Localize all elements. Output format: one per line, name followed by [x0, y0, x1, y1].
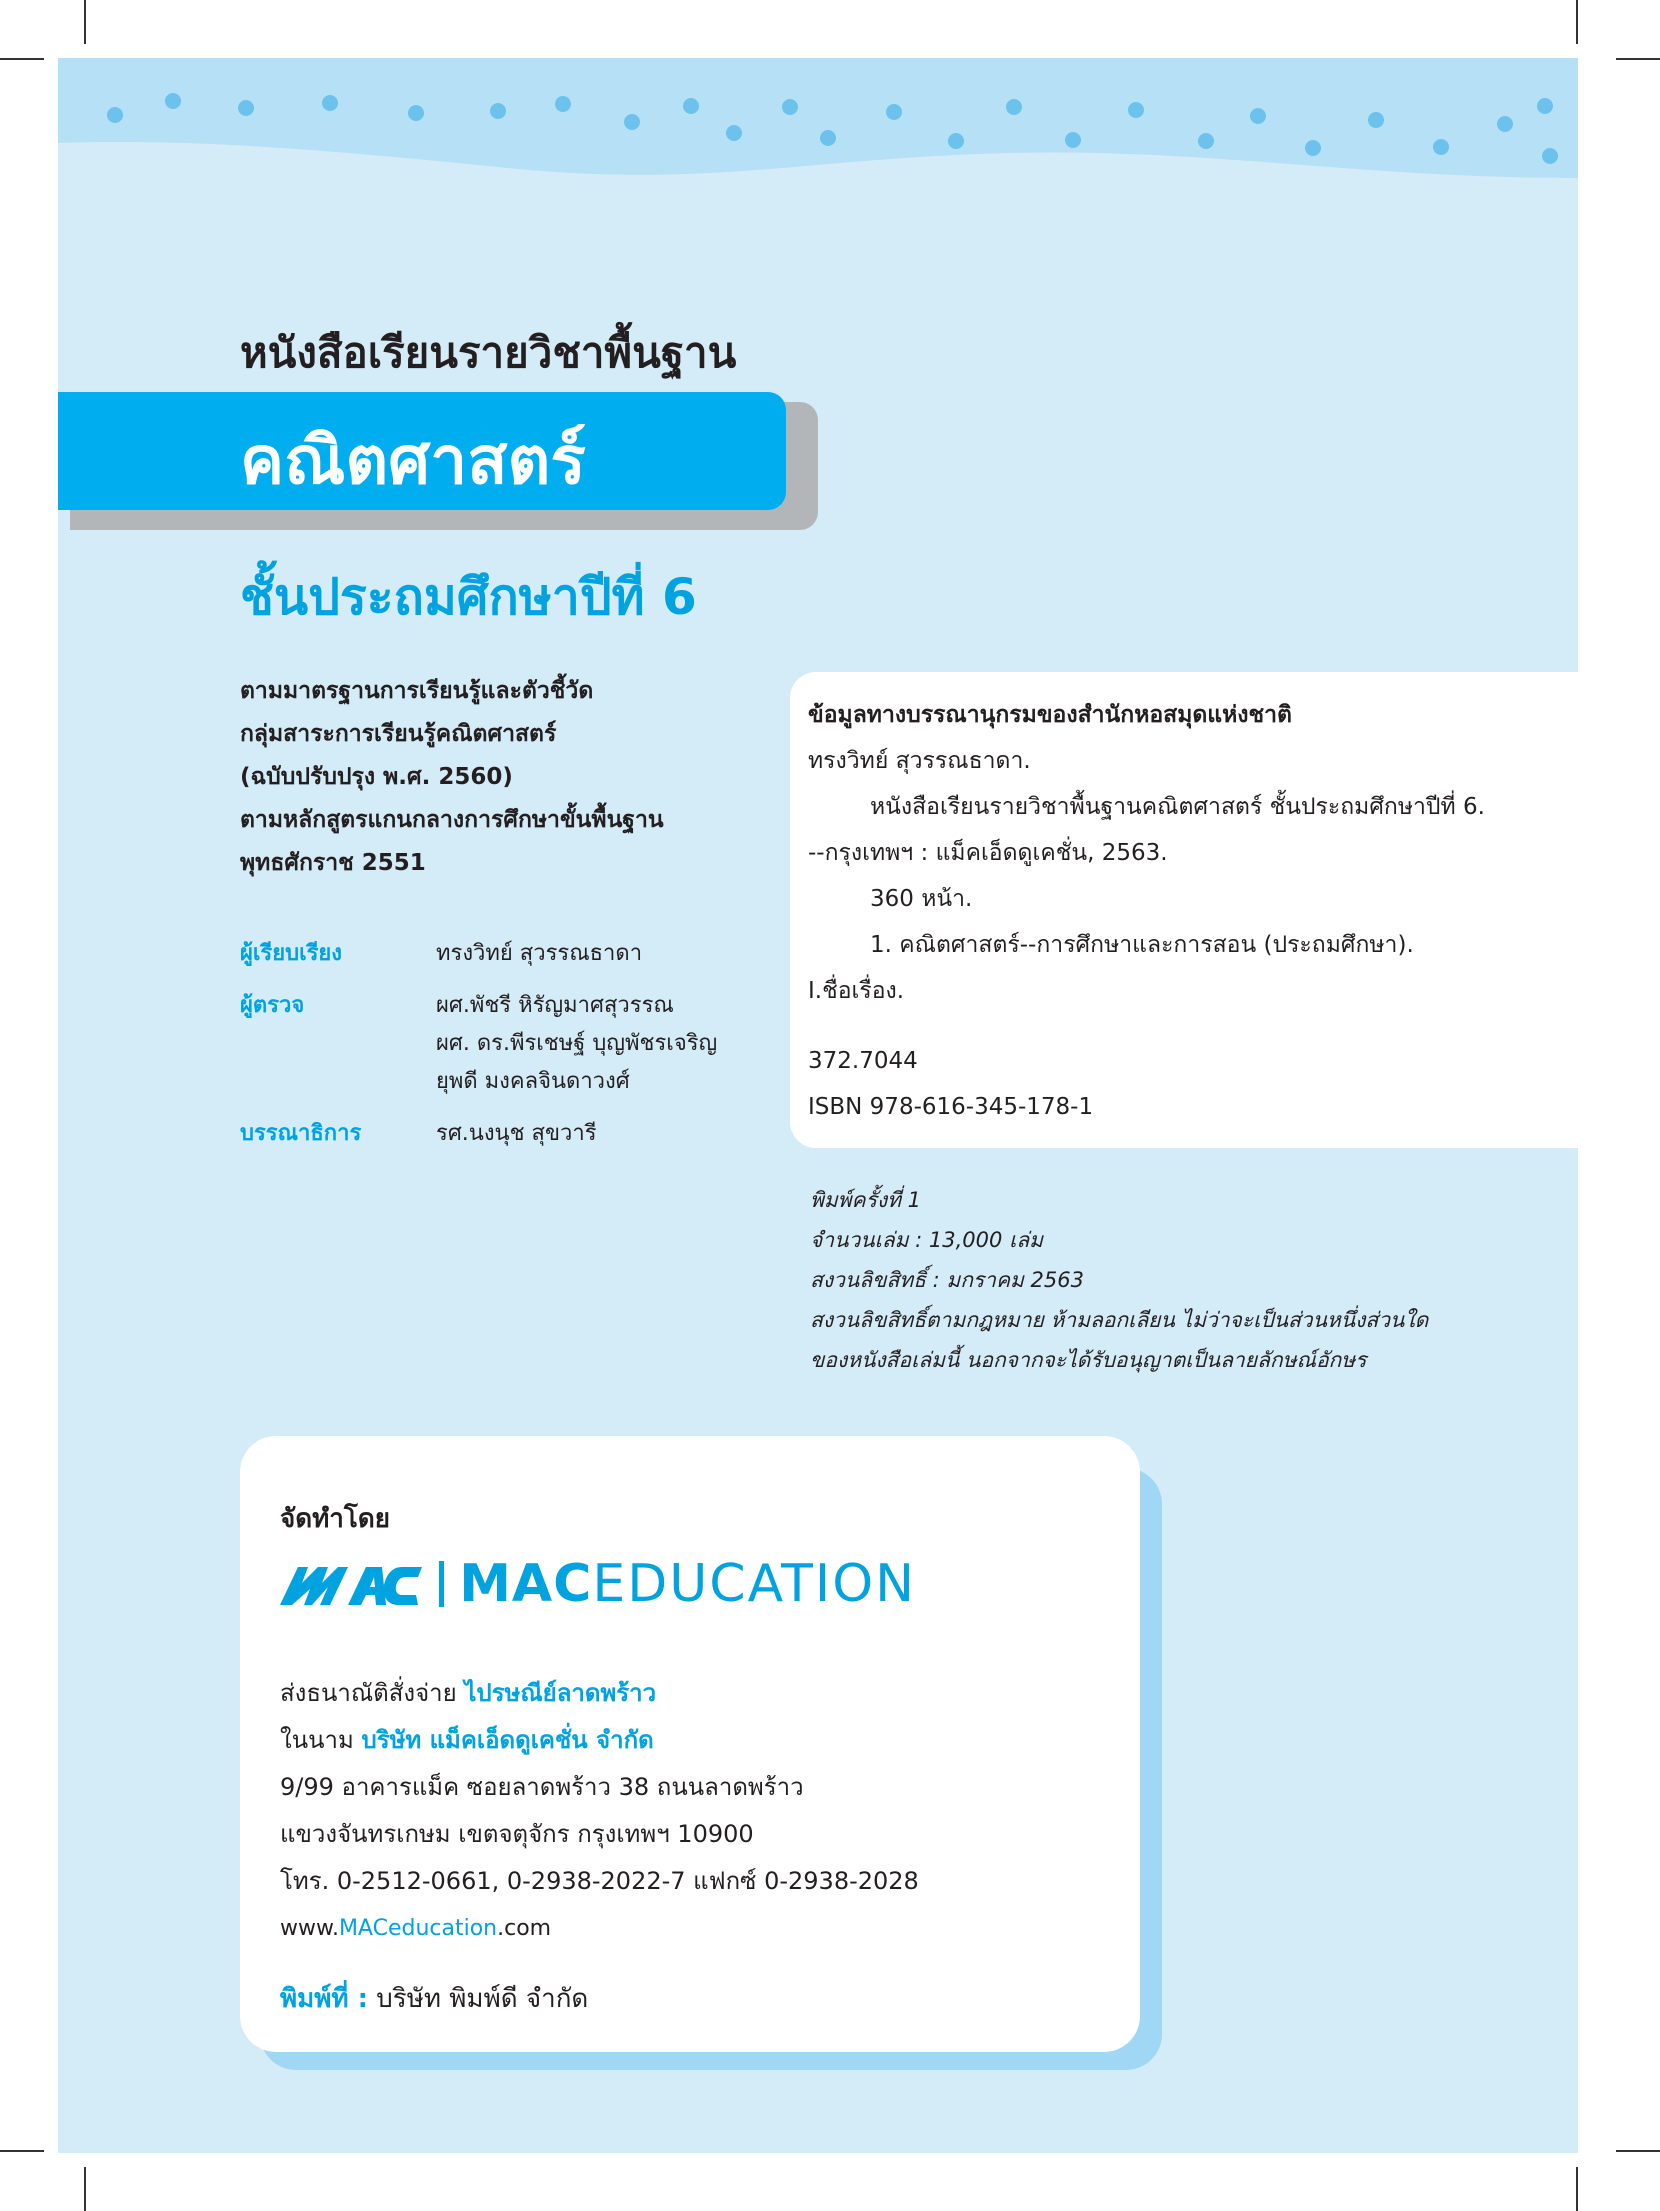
cover-page — [58, 58, 1578, 2153]
credit-role: บรรณาธิการ — [240, 1121, 362, 1146]
catalog-pages: 360 หน้า. — [870, 886, 973, 912]
curriculum-standards — [240, 670, 664, 885]
logo-divider — [439, 1561, 444, 1607]
credit-name: ผศ.พัชรี หิรัญมาศสุวรรณ — [436, 993, 674, 1018]
phone-line: โทร. 0-2512-0661, 0-2938-2022-7 แฟกซ์ 0-2938-2028 — [280, 1867, 919, 1895]
copyright-notice: สงวนลิขสิทธิ์ตามกฎหมาย ห้ามลอกเลียน ไม่ว่าจะเป็นส่วนหนึ่งส่วนใด — [810, 1308, 1429, 1332]
credit-role: ผู้เรียบเรียง — [240, 941, 343, 966]
web-brand: MACeducation — [338, 1916, 498, 1941]
payee-line — [280, 1717, 919, 1764]
company-name: บริษัท แม็คเอ็ดดูเคชั่น จำกัด — [361, 1726, 654, 1754]
crop-mark — [84, 0, 86, 44]
print-info — [810, 1180, 1428, 1380]
crop-mark — [1616, 58, 1660, 60]
credit-name: ยุพดี มงคลจินดาวงศ์ — [436, 1069, 630, 1094]
catalog-title: หนังสือเรียนรายวิชาพื้นฐานคณิตศาสตร์ ชั้นประถมศึกษาปีที่ 6. — [870, 794, 1485, 820]
print-copies: จำนวนเล่ม : 13,000 เล่ม — [810, 1228, 1043, 1252]
dotted-wave-banner — [58, 58, 1578, 208]
catalog-publisher: --กรุงเทพฯ : แม็คเอ็ดดูเคชั่น, 2563. — [808, 840, 1168, 866]
credit-editor — [240, 1115, 717, 1153]
copyright-notice: ของหนังสือเล่มนี้ นอกจากจะได้รับอนุญาตเป็นลายลักษณ์อักษร — [810, 1348, 1367, 1372]
website-link[interactable] — [280, 1905, 919, 1952]
produced-by-label: จัดทำโดย — [280, 1504, 390, 1534]
money-order-prefix: ส่งธนาณัติสั่งจ่าย — [280, 1679, 457, 1707]
credit-name: รศ.นงนุช สุขวารี — [436, 1121, 597, 1146]
standards-line: พุทธศักราช 2551 — [240, 850, 426, 876]
catalog-isbn: ISBN 978-616-345-178-1 — [808, 1094, 1094, 1120]
credit-author — [240, 935, 717, 973]
printer-name: บริษัท พิมพ์ดี จำกัด — [376, 1984, 589, 2014]
print-copyright: สงวนลิขสิทธิ์ : มกราคม 2563 — [810, 1268, 1084, 1292]
publisher-card — [240, 1436, 1140, 2052]
catalog-card — [790, 672, 1578, 1148]
address-line: แขวงจันทรเกษม เขตจตุจักร กรุงเทพฯ 10900 — [280, 1820, 754, 1848]
mac-education-logo — [278, 1554, 916, 1624]
address-line: 9/99 อาคารแม็ค ซอยลาดพร้าว 38 ถนนลาดพร้าว — [280, 1773, 804, 1801]
crop-mark — [1616, 2150, 1660, 2152]
grade-level: ชั้นประถมศึกษาปีที่ 6 — [240, 568, 697, 626]
credit-name: ผศ. ดร.พีรเชษฐ์ บุญพัชรเจริญ — [436, 1031, 718, 1056]
money-order-line — [280, 1670, 919, 1717]
credit-role: ผู้ตรวจ — [240, 993, 305, 1018]
printer-label: พิมพ์ที่ : — [280, 1984, 369, 2014]
catalog-title-entry: I.ชื่อเรื่อง. — [808, 978, 905, 1004]
crop-mark — [0, 2150, 44, 2152]
logo-education-text: EDUCATION — [592, 1554, 917, 1614]
crop-mark — [1576, 0, 1578, 44]
mac-logo-icon — [278, 1561, 424, 1607]
standards-line: ตามมาตรฐานการเรียนรู้และตัวชี้วัด — [240, 678, 594, 704]
web-prefix: www. — [280, 1916, 339, 1941]
catalog-heading: ข้อมูลทางบรรณานุกรมของสำนักหอสมุดแห่งชาติ — [808, 702, 1292, 728]
catalog-subject: 1. คณิตศาสตร์--การศึกษาและการสอน (ประถมศึกษา). — [870, 932, 1414, 958]
web-suffix: .com — [497, 1916, 552, 1941]
book-title: คณิตศาสตร์ — [240, 422, 586, 499]
logo-mac-text: MAC — [459, 1554, 593, 1614]
crop-mark — [1576, 2167, 1578, 2211]
credits — [240, 935, 717, 1153]
post-office: ไปรษณีย์ลาดพร้าว — [464, 1679, 657, 1707]
credit-reviewers — [240, 987, 717, 1101]
crop-mark — [0, 58, 44, 60]
payee-prefix: ในนาม — [280, 1726, 354, 1754]
standards-line: กลุ่มสาระการเรียนรู้คณิตศาสตร์ — [240, 721, 557, 747]
standards-line: (ฉบับปรับปรุง พ.ศ. 2560) — [240, 764, 513, 790]
catalog-call-number: 372.7044 — [808, 1048, 918, 1074]
crop-mark — [84, 2167, 86, 2211]
printer-line — [280, 1978, 588, 2019]
publisher-details — [280, 1670, 919, 1952]
credit-name: ทรงวิทย์ สุวรรณธาดา — [436, 941, 643, 966]
print-edition: พิมพ์ครั้งที่ 1 — [810, 1188, 921, 1212]
catalog-author: ทรงวิทย์ สุวรรณธาดา. — [808, 748, 1031, 774]
subject-label: หนังสือเรียนรายวิชาพื้นฐาน — [240, 328, 737, 377]
standards-line: ตามหลักสูตรแกนกลางการศึกษาขั้นพื้นฐาน — [240, 807, 664, 833]
